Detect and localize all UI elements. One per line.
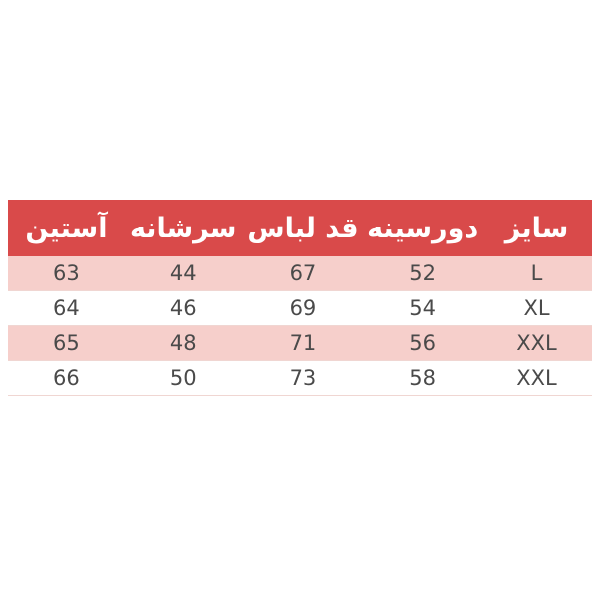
column-header-length: قد لباس [247,212,359,244]
size-table-container [8,200,592,396]
table-row [8,326,592,361]
cell-chest: 54 [364,291,481,326]
cell-shoulder: 48 [169,331,197,355]
cell-shoulder: 50 [125,361,242,396]
cell-size: XXL [516,331,557,355]
cell-shoulder: 44 [169,261,197,285]
cell-chest: 58 [364,361,481,396]
size-table [8,200,592,396]
cell-length: 71 [289,331,317,355]
column-header-sleeve: آستین [25,212,108,244]
column-header-size: سایز [504,212,569,244]
cell-length: 73 [242,361,365,396]
table-row [8,361,592,396]
cell-size: L [530,261,543,285]
cell-chest: 52 [409,261,437,285]
table-header-row [8,200,592,256]
cell-size: XXL [481,361,592,396]
cell-sleeve: 63 [53,261,80,285]
cell-length: 67 [289,261,317,285]
size-table-body [8,256,592,396]
cell-length: 69 [242,291,365,326]
cell-sleeve: 65 [53,331,80,355]
cell-chest: 56 [409,331,437,355]
column-header-shoulder: سرشانه [129,212,237,244]
cell-sleeve: 64 [8,291,125,326]
cell-shoulder: 46 [125,291,242,326]
cell-sleeve: 66 [8,361,125,396]
cell-size: XL [481,291,592,326]
size-table-head [8,200,592,256]
table-row [8,256,592,291]
table-row [8,291,592,326]
column-header-chest: دورسینه [367,212,479,244]
